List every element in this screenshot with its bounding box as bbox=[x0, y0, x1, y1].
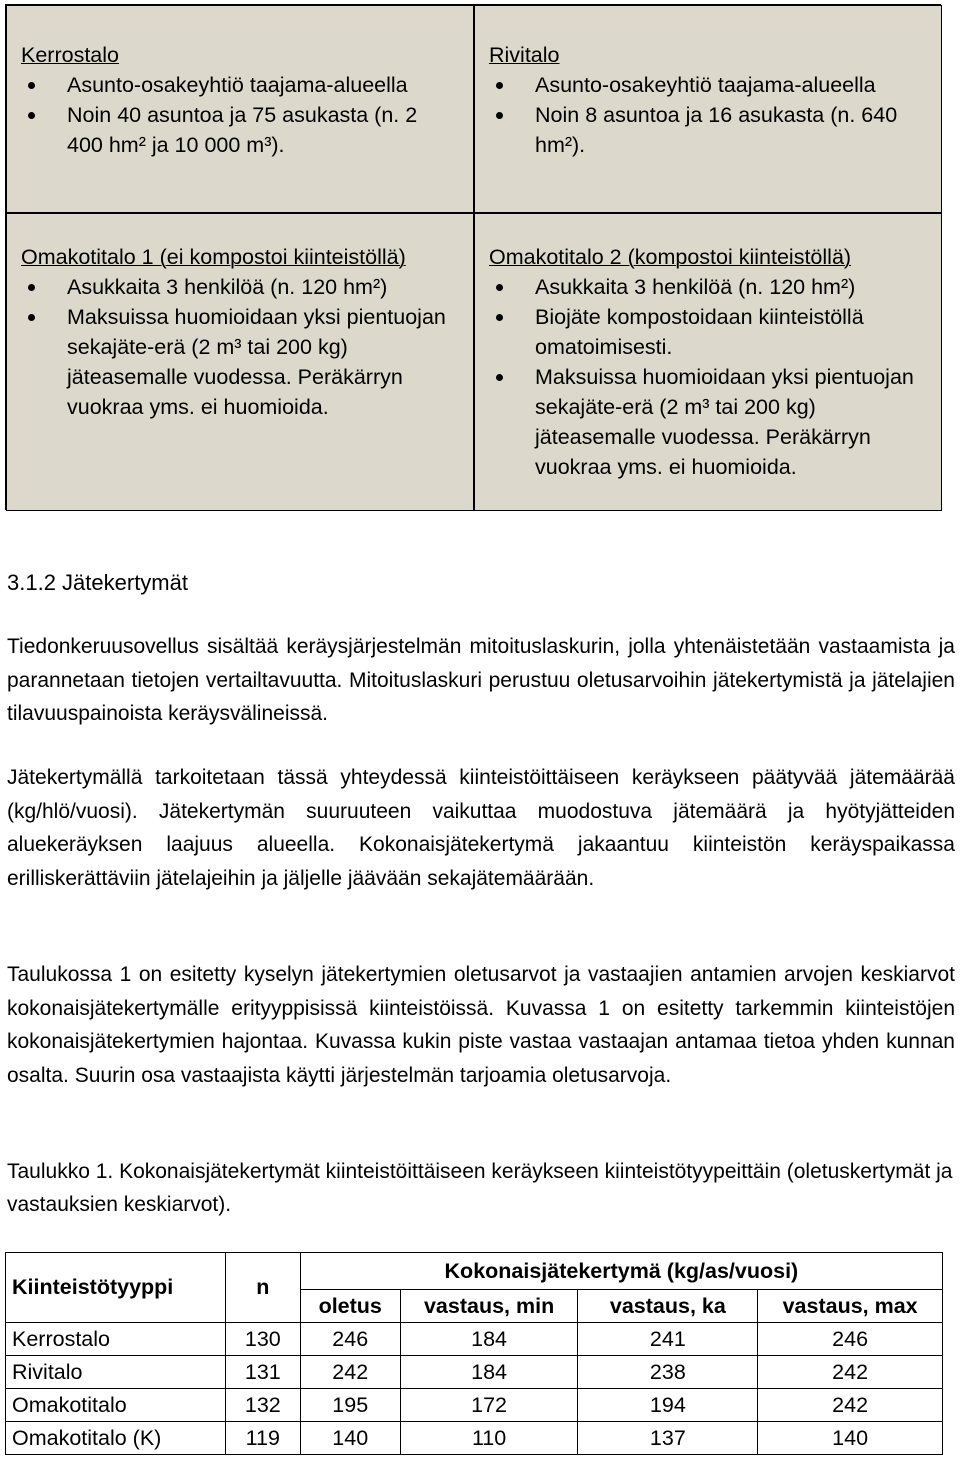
section-title: 3.1.2 Jätekertymät bbox=[7, 570, 188, 595]
cell-max: 242 bbox=[758, 1356, 943, 1389]
header-group: Kokonaisjätekertymä (kg/as/vuosi) bbox=[300, 1253, 942, 1290]
bullet-list bbox=[21, 272, 457, 422]
table-row bbox=[6, 1356, 943, 1389]
cell-oletus: 140 bbox=[300, 1422, 400, 1455]
box-heading: Omakotitalo 1 (ei kompostoi kiinteistöllä) bbox=[21, 245, 406, 269]
bullet-item: Asukkaita 3 henkilöä (n. 120 hm²) bbox=[489, 272, 925, 302]
cell-max: 242 bbox=[758, 1389, 943, 1422]
cell-ka: 238 bbox=[578, 1356, 758, 1389]
cell-n: 131 bbox=[225, 1356, 300, 1389]
bullet-item: Noin 40 asuntoa ja 75 asukasta (n. 2 400 hm² ja 10 000 m³). bbox=[21, 100, 457, 160]
property-type-boxes bbox=[5, 4, 941, 510]
table-header-row bbox=[6, 1253, 943, 1290]
table-row bbox=[6, 1422, 943, 1455]
bullet-item: Asunto-osakeyhtiö taajama-alueella bbox=[21, 70, 457, 100]
cell-oletus: 242 bbox=[300, 1356, 400, 1389]
table-row bbox=[6, 1389, 943, 1422]
box-omakotitalo-1 bbox=[6, 213, 474, 511]
header-type: Kiinteistötyyppi bbox=[6, 1253, 226, 1323]
bullet-list bbox=[21, 70, 457, 160]
cell-type: Kerrostalo bbox=[6, 1323, 226, 1356]
cell-min: 110 bbox=[400, 1422, 578, 1455]
bullet-item: Asunto-osakeyhtiö taajama-alueella bbox=[489, 70, 925, 100]
bullet-item: Biojäte kompostoidaan kiinteistöllä omatoimisesti. bbox=[489, 302, 925, 362]
cell-max: 246 bbox=[758, 1323, 943, 1356]
cell-oletus: 246 bbox=[300, 1323, 400, 1356]
paragraph-3: Taulukossa 1 on esitetty kyselyn jätekertymien oletusarvot ja vastaajien antamien arvojen keskiarvot kokonaisjätekertymälle erityyppisissä kiinteistöissä. Kuvassa 1 on esitetty tarkemmin kiinteistöjen kokonaisjätekertymien hajontaa. Kuvassa kukin piste vastaa vastaajan antamaa tietoa yhden kunnan osalta. Suurin osa vastaajista käytti järjestelmän tarjoamia oletusarvoja. bbox=[7, 963, 955, 1087]
paragraph-2: Jätekertymällä tarkoitetaan tässä yhteydessä kiinteistöittäiseen keräykseen päätyvää jätemäärää (kg/hlö/vuosi). Jätekertymän suuruuteen vaikuttaa muodostuva jätemäärä ja hyötyjätteiden aluekeräyksen laajuus alueella. Kokonaisjätekertymä jakaantuu kiinteistön keräyspaikassa erilliskerättäviin jätelajeihin ja jäljelle jäävään sekajätemäärään. bbox=[7, 766, 955, 890]
cell-type: Omakotitalo (K) bbox=[6, 1422, 226, 1455]
header-n: n bbox=[225, 1253, 300, 1323]
bullet-list bbox=[489, 70, 925, 160]
cell-min: 172 bbox=[400, 1389, 578, 1422]
header-max: vastaus, max bbox=[758, 1290, 943, 1323]
cell-ka: 241 bbox=[578, 1323, 758, 1356]
bullet-list bbox=[489, 272, 925, 482]
header-min: vastaus, min bbox=[400, 1290, 578, 1323]
box-heading: Omakotitalo 2 (kompostoi kiinteistöllä) bbox=[489, 245, 852, 269]
box-heading: Rivitalo bbox=[489, 43, 560, 67]
cell-type: Rivitalo bbox=[6, 1356, 226, 1389]
cell-min: 184 bbox=[400, 1356, 578, 1389]
waste-table bbox=[5, 1252, 943, 1455]
box-rivitalo bbox=[474, 5, 942, 213]
cell-n: 132 bbox=[225, 1389, 300, 1422]
bullet-item: Maksuissa huomioidaan yksi pientuojan sekajäte-erä (2 m³ tai 200 kg) jäteasemalle vuodessa. Peräkärryn vuokraa yms. ei huomioida. bbox=[489, 362, 925, 482]
bullet-item: Noin 8 asuntoa ja 16 asukasta (n. 640 hm²). bbox=[489, 100, 925, 160]
cell-ka: 194 bbox=[578, 1389, 758, 1422]
box-kerrostalo bbox=[6, 5, 474, 213]
bullet-item: Maksuissa huomioidaan yksi pientuojan sekajäte-erä (2 m³ tai 200 kg) jäteasemalle vuodessa. Peräkärryn vuokraa yms. ei huomioida. bbox=[21, 302, 457, 422]
header-oletus: oletus bbox=[300, 1290, 400, 1323]
header-ka: vastaus, ka bbox=[578, 1290, 758, 1323]
table-row bbox=[6, 1323, 943, 1356]
paragraph-1: Tiedonkeruusovellus sisältää keräysjärjestelmän mitoituslaskurin, jolla yhtenäistetään vastaamista ja parannetaan tietojen vertailtavuutta. Mitoituslaskuri perustuu oletusarvoihin jätekertymistä ja jätelajien tilavuuspainoista keräysvälineissä. bbox=[7, 635, 955, 725]
cell-n: 119 bbox=[225, 1422, 300, 1455]
bullet-item: Asukkaita 3 henkilöä (n. 120 hm²) bbox=[21, 272, 457, 302]
box-omakotitalo-2 bbox=[474, 213, 942, 511]
cell-ka: 137 bbox=[578, 1422, 758, 1455]
table-caption: Taulukko 1. Kokonaisjätekertymät kiinteistöittäiseen keräykseen kiinteistötyypeittäin (oletuskertymät ja vastauksien keskiarvot). bbox=[7, 1160, 953, 1216]
box-heading: Kerrostalo bbox=[21, 43, 119, 67]
cell-n: 130 bbox=[225, 1323, 300, 1356]
cell-min: 184 bbox=[400, 1323, 578, 1356]
cell-oletus: 195 bbox=[300, 1389, 400, 1422]
cell-type: Omakotitalo bbox=[6, 1389, 226, 1422]
cell-max: 140 bbox=[758, 1422, 943, 1455]
